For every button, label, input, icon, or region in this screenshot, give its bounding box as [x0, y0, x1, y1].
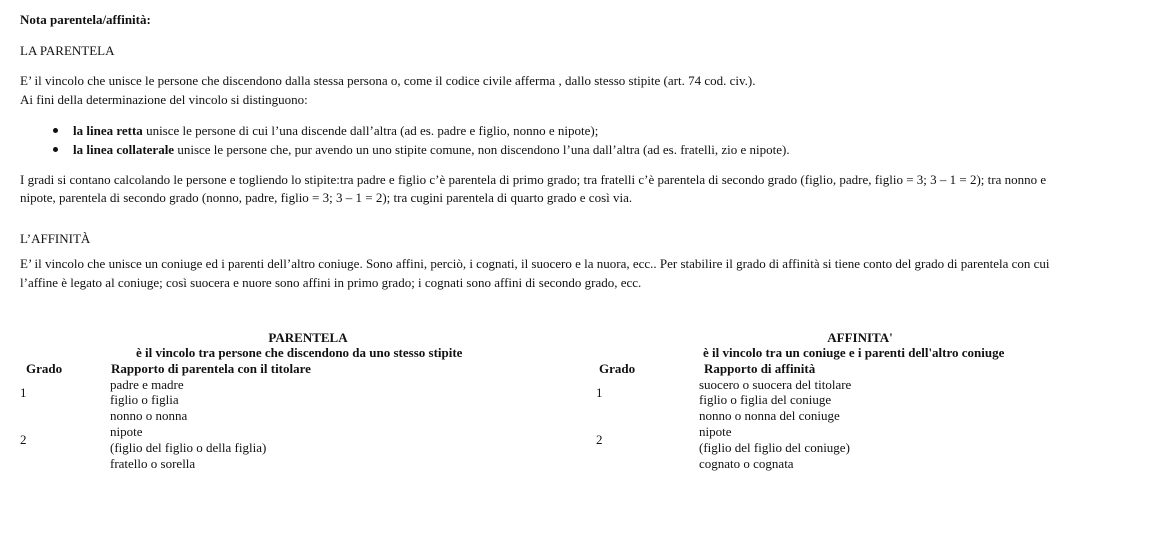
parentela-table-subtitle: è il vincolo tra persone che discendono da uno stesso stipite: [136, 345, 463, 360]
affinita-rapporto-item: nipote: [699, 424, 732, 439]
parentela-col-grado: Grado: [26, 361, 63, 376]
note-title: Nota parentela/affinità:: [20, 12, 151, 27]
parentela-rapporto-item: figlio o figlia: [110, 392, 179, 407]
gradi-paragraph-line-1: I gradi si contano calcolando le persone e togliendo lo stipite:tra padre e figlio c’è parentela di primo grado; tra fratelli c’è parentela di secondo grado (figlio, padre, figlio = 3; 3 – 1 = 2); tra nonno e: [20, 172, 1047, 187]
affinita-rapporto-item: suocero o suocera del titolare: [699, 377, 852, 392]
bullet-dot-icon: [53, 147, 58, 152]
parentela-paragraph-line-2: Ai fini della determinazione del vincolo si distinguono:: [20, 92, 308, 107]
affinita-table-subtitle: è il vincolo tra un coniuge e i parenti dell'altro coniuge: [703, 345, 1005, 360]
parentela-grado-1: 1: [20, 385, 27, 400]
parentela-grado-2: 2: [20, 432, 27, 447]
parentela-rapporto-item: fratello o sorella: [110, 456, 196, 471]
parentela-heading: LA PARENTELA: [20, 43, 115, 58]
bullet-text: unisce le persone che, pur avendo un uno stipite comune, non discendono l’una dall’altra (ad es. fratelli, zio e nipote).: [174, 142, 790, 157]
affinita-rapporto-item: cognato o cognata: [699, 456, 794, 471]
bullet-term: la linea retta: [73, 123, 143, 138]
parentela-rapporto-item: padre e madre: [110, 377, 184, 392]
affinita-rapporto-item: nonno o nonna del coniuge: [699, 408, 840, 423]
affinita-rapporto-item: figlio o figlia del coniuge: [699, 392, 832, 407]
parentela-rapporto-item: nonno o nonna: [110, 408, 188, 423]
parentela-rapporto-item: (figlio del figlio o della figlia): [110, 440, 267, 455]
parentela-paragraph-line-1: E’ il vincolo che unisce le persone che discendono dalla stessa persona o, come il codice civile afferma , dallo stesso stipite (art. 74 cod. civ.).: [20, 73, 756, 88]
parentela-table-title: PARENTELA: [268, 330, 348, 345]
affinita-table-title: AFFINITA': [827, 330, 893, 345]
parentela-col-rapporto: Rapporto di parentela con il titolare: [111, 361, 311, 376]
affinita-heading: L’AFFINITÀ: [20, 231, 91, 246]
bullet-item-linea-retta: [73, 122, 598, 139]
bullet-item-linea-collaterale: [73, 141, 790, 158]
affinita-paragraph-line-2: l’affine è legato al coniuge; così suocera e nuore sono affini in primo grado; i cognati sono affini di secondo grado, ecc.: [20, 275, 642, 290]
affinita-grado-1: 1: [596, 385, 603, 400]
parentela-rapporto-item: nipote: [110, 424, 143, 439]
bullet-term: la linea collaterale: [73, 142, 175, 157]
affinita-col-rapporto: Rapporto di affinità: [704, 361, 816, 376]
gradi-paragraph-line-2: nipote, parentela di secondo grado (nonno, padre, figlio = 3; 3 – 1 = 2); tra cugini parentela di quarto grado e così via.: [20, 190, 633, 205]
affinita-paragraph-line-1: E’ il vincolo che unisce un coniuge ed i parenti dell’altro coniuge. Sono affini, perciò, i cognati, il suocero e la nuora, ecc.. Per stabilire il grado di affinità si tiene conto del grado di parentela con cui: [20, 256, 1050, 271]
bullet-text: unisce le persone di cui l’una discende dall’altra (ad es. padre e figlio, nonno e nipote);: [142, 123, 599, 138]
affinita-rapporto-item: (figlio del figlio del coniuge): [699, 440, 850, 455]
bullet-dot-icon: [53, 128, 58, 133]
affinita-grado-2: 2: [596, 432, 603, 447]
affinita-col-grado: Grado: [599, 361, 636, 376]
